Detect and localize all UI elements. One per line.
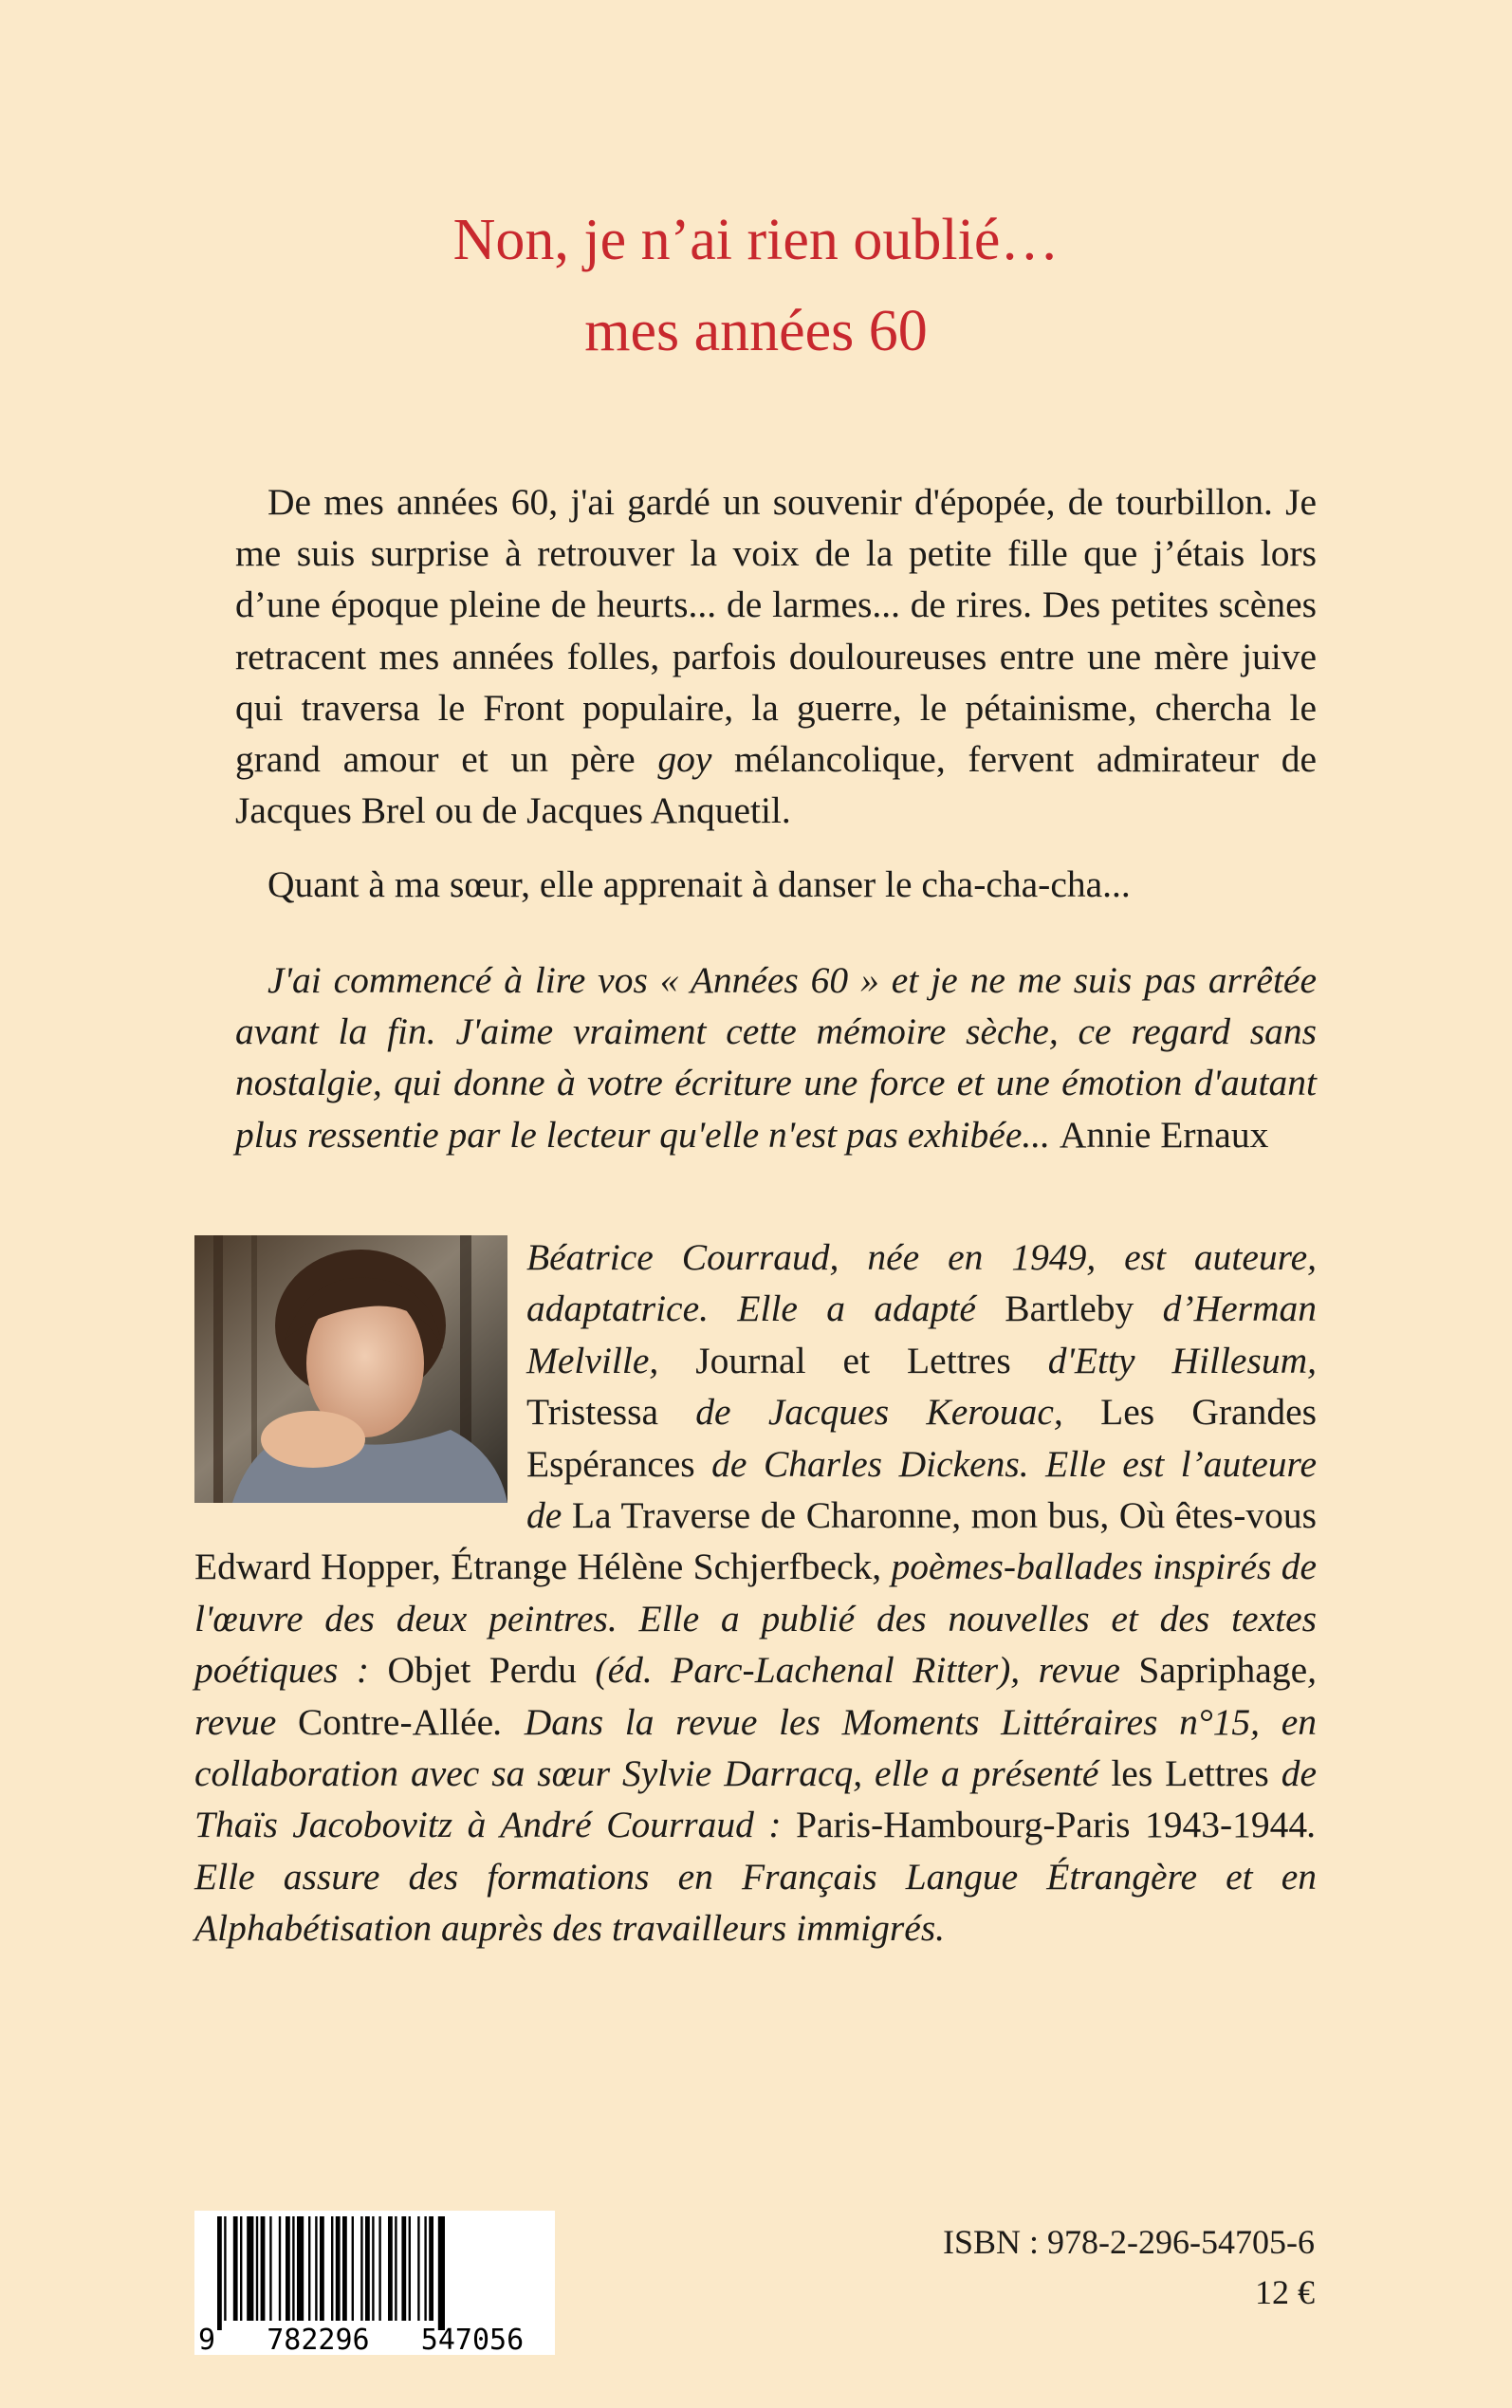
blurb-text-a: De mes années 60, j'ai gardé un souvenir d'épopée, de tourbillon. Je me suis surprise à retrouver la voix de la petite fille que j’étais lors d’une époque pleine de heurts... de larmes... de rires. Des petites scènes retracent mes années folles, parfois douloureuses entre une mère juive qui traversa le Front populaire, la guerre, le pétainisme, chercha le grand amour et un père — [235, 481, 1317, 781]
bio-text: poèmes-ballades inspirés de l'œuvre des deux peintres. Elle a publié des nouvelles et des textes poétiques : — [194, 1546, 1317, 1692]
blurb-text-goy: goy — [657, 738, 712, 781]
barcode-bar — [261, 2216, 266, 2321]
barcode-bar — [388, 2216, 393, 2321]
bio-work-title: Journal et Lettres — [695, 1339, 1011, 1381]
barcode-bar — [336, 2216, 341, 2321]
bio-text: de Charles Dickens. Elle est l’auteure de — [526, 1442, 1317, 1537]
bio-work-title: Contre-Allée — [297, 1700, 494, 1743]
bio-text: d'Etty Hillesum, — [1010, 1339, 1317, 1381]
photo-spacer — [194, 1232, 526, 1499]
sister-paragraph: Quant à ma sœur, elle apprenait à danser le cha-cha-cha... — [267, 863, 1131, 905]
review-quote — [235, 954, 1317, 1160]
bio-work-title: Objet Perdu — [387, 1649, 577, 1692]
blurb-paragraph — [235, 476, 1317, 836]
barcode-bar — [401, 2216, 406, 2321]
barcode-bar — [424, 2216, 426, 2321]
price: 12 € — [1255, 2273, 1315, 2311]
bio-work-title: La Traverse de Charonne, mon bus, Où êtes-vous Edward Hopper, Étrange Hélène Schjerfbeck, — [194, 1494, 1317, 1588]
bio-text: de Thaïs Jacobovitz à André Courraud : — [194, 1752, 1317, 1846]
bio-text: de Jacques Kerouac, — [658, 1391, 1101, 1434]
title-line-2: mes années 60 — [584, 299, 928, 363]
bio-work-title: Paris-Hambourg-Paris 1943-1944 — [796, 1804, 1308, 1846]
barcode-bar — [378, 2216, 380, 2321]
bio-text: . Dans la revue les Moments Littéraires n°15, en collaboration avec sa sœur Sylvie Darracq, elle a présenté — [194, 1700, 1317, 1795]
barcode-bar — [438, 2216, 445, 2330]
barcode-bar — [320, 2216, 324, 2321]
book-title — [0, 194, 1512, 377]
barcode-bar — [417, 2216, 419, 2321]
quote-text: J'ai commencé à lire vos « Années 60 » et je ne me suis pas arrêtée avant la fin. J'aime vraiment cette mémoire sèche, ce regard sans nostalgie, qui donne à votre écriture une force et une émotion d'autant plus ressentie par le lecteur qu'elle n'est pas exhibée... — [235, 959, 1317, 1156]
bio-text: . Elle assure des formations en Français Langue Étrangère et en Alphabétisation auprès des travailleurs immigrés. — [194, 1804, 1318, 1950]
barcode-bar — [256, 2216, 258, 2321]
barcode-bar — [279, 2216, 281, 2321]
barcode-bar — [372, 2216, 374, 2321]
bio-work-title: Les Grandes Espérances — [526, 1391, 1317, 1485]
barcode-bar — [308, 2216, 310, 2321]
barcode-bar — [286, 2216, 290, 2321]
isbn-barcode — [194, 2211, 555, 2355]
quote-author: Annie Ernaux — [1059, 1113, 1269, 1156]
barcode-bar — [409, 2216, 411, 2321]
bio-work-title: Bartleby — [1005, 1287, 1134, 1330]
barcode-bar — [269, 2216, 271, 2321]
bio-text: Béatrice Courraud, née en 1949, est auteure, adaptatrice. Elle a adapté — [526, 1236, 1317, 1330]
bio-text: (éd. Parc-Lachenal Ritter), revue — [576, 1649, 1139, 1692]
barcode-bar — [297, 2216, 304, 2321]
barcode-bar — [365, 2216, 370, 2321]
bio-work-title: les Lettres — [1111, 1752, 1269, 1795]
title-line-1: Non, je n’ai rien oublié… — [452, 208, 1060, 272]
barcode-bar — [342, 2216, 347, 2321]
barcode-bar — [292, 2216, 294, 2321]
bio-text: d’Herman Melville, — [526, 1287, 1317, 1381]
barcode-bar — [395, 2216, 396, 2321]
bio-work-title: Sapriphage — [1138, 1649, 1308, 1692]
barcode-bar — [315, 2216, 317, 2321]
bio-text: , revue — [194, 1649, 1317, 1743]
isbn-number: ISBN : 978-2-296-54705-6 — [943, 2223, 1315, 2261]
barcode-bar — [233, 2216, 238, 2321]
barcode-bar — [360, 2216, 362, 2321]
barcode-bar — [331, 2216, 333, 2321]
barcode-digits: 9 782296 547056 — [198, 2324, 525, 2355]
blurb-text-b: mélancolique, fervent admirateur de Jacques Brel ou de Jacques Anquetil. — [235, 738, 1317, 832]
barcode-bar — [240, 2216, 242, 2321]
barcode-bar — [224, 2216, 226, 2321]
barcode-bar — [217, 2216, 222, 2330]
barcode-bar — [429, 2216, 433, 2321]
barcode-bar — [352, 2216, 354, 2321]
author-bio — [194, 1232, 1317, 1954]
bio-work-title: Tristessa — [526, 1391, 659, 1434]
barcode-bar — [247, 2216, 253, 2321]
